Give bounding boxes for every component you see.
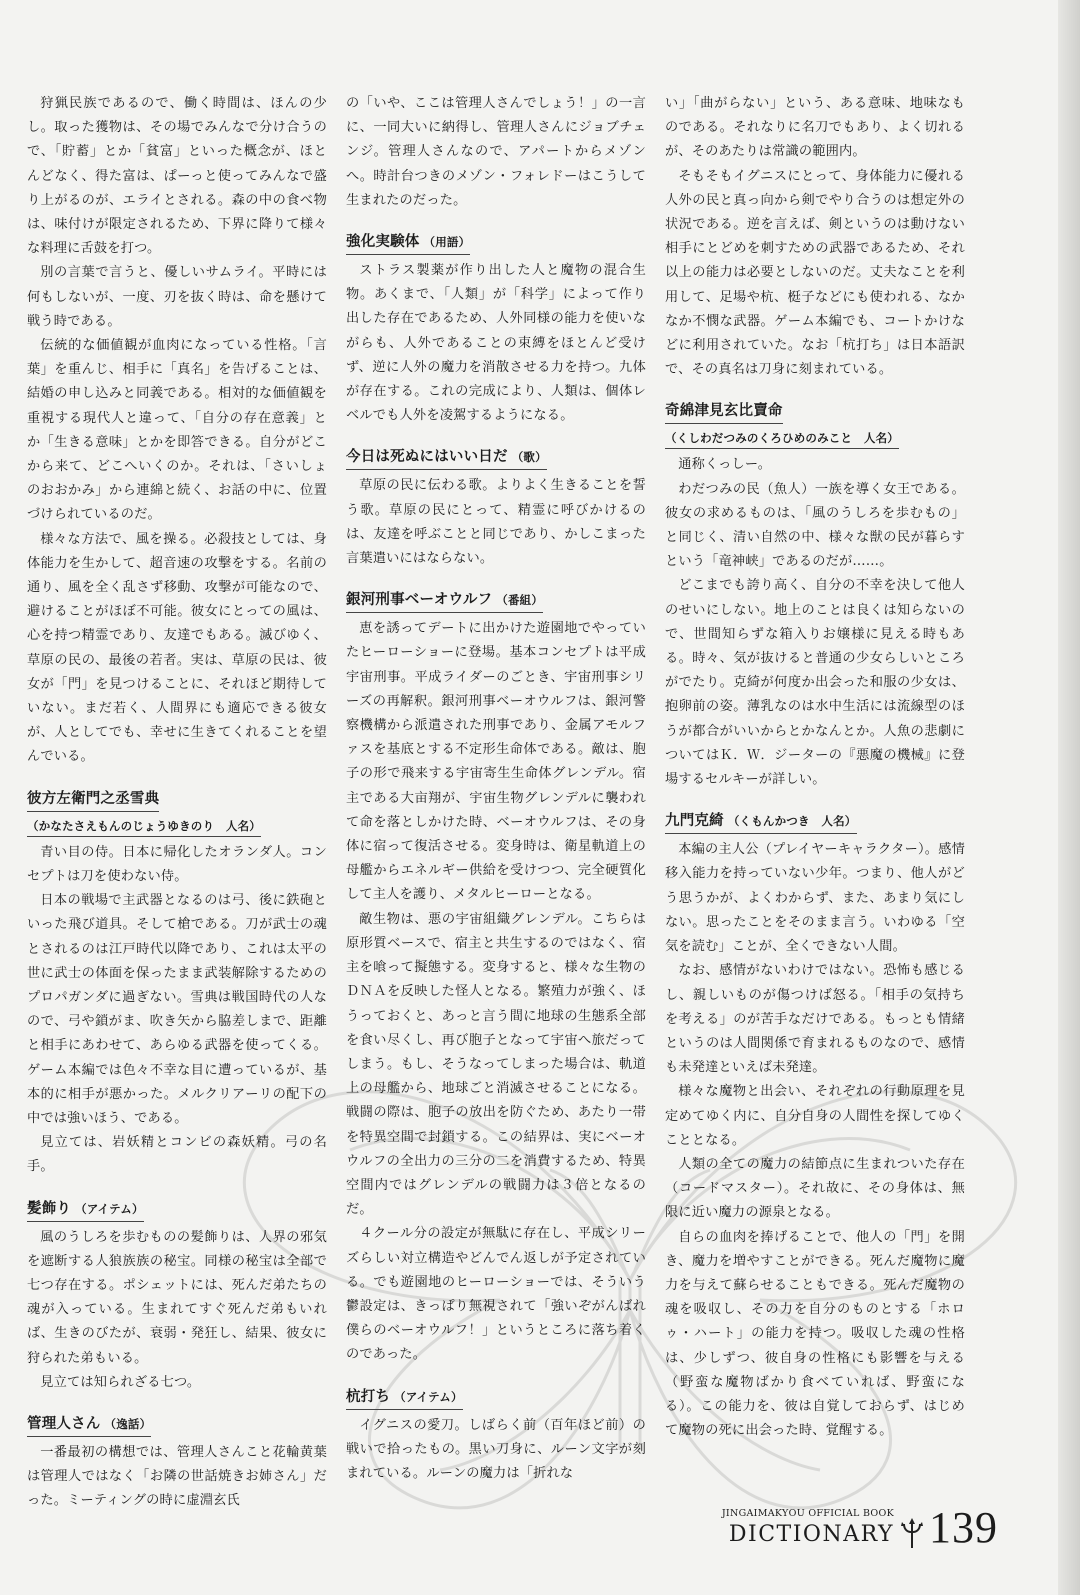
- entry-title: 強化実験体: [346, 233, 420, 251]
- body-paragraph: 敵生物は、悪の宇宙組織グレンデル。こちらは原形質ベースで、宿主と共生するのではなく、宿主を喰って擬態する。変身すると、様々な生物のＤＮＡを反映した怪人となる。繁殖力が強く、ほうっておくと、あっと言う間に地球の生態系全部を食い尽くし、再び胞子となって宇宙へ旅だってしまう。もし、そうなってしまった場合は、軌道上の母艦から、地球ごと消滅させることになる。戦闘の際は、胞子の放出を防ぐため、あたり一帯を特異空間で封鎖する。この結界は、実にベーオウルフの全出力の三分の二を消費するため、特異空間内ではグレンデルの戦闘力は３倍となるのだ。: [346, 911, 646, 1218]
- dictionary-entry: [346, 1386, 646, 1487]
- body-paragraph: 様々な方法で、風を操る。必殺技としては、身体能力を生かして、超音速の攻撃をする。名前の通り、風を全く乱さず移動、攻撃が可能なので、避けることがほぼ不可能。彼女にとっての風は、心を持つ精霊であり、友達でもある。滅びゆく、草原の民の、最後の若者。実は、草原の民は、彼女が「門」を見つけることに、それほど期待していない。まだ若く、人間界にも適応できる彼女が、人としてでも、幸せに生きてくれることを望んでいる。: [27, 531, 327, 765]
- column-1: [27, 92, 327, 1509]
- body-paragraph: 人類の全ての魔力の結節点に生まれついた存在（コードマスター）。それ故に、その身体は、無限に近い魔力の源泉となる。: [665, 1156, 965, 1221]
- dictionary-entry: [27, 1198, 327, 1395]
- entry-reading: （かなたさえもんのじょうゆきのり 人名）: [27, 816, 261, 837]
- dictionary-entry: [346, 446, 646, 571]
- body-paragraph: イグニスの愛刀。しばらく前（百年ほど前）の戦いで拾ったもの。黒い刀身に、ルーン文字が刻まれている。ルーンの魔力は「折れな: [346, 1417, 646, 1481]
- body-paragraph: 本編の主人公（プレイヤーキャラクター）。感情移入能力を持っていない少年。つまり、他人がどう思うかが、よくわからず、また、あまり気にしない。思ったことをそのまま言う。いわゆる「空気を読む」ことが、全くできない人間。: [665, 842, 965, 955]
- dictionary-entry: [346, 231, 646, 428]
- entry-category: （くもんかつき 人名）: [727, 814, 857, 829]
- entry-heading: [665, 400, 783, 424]
- body-paragraph: ストラス製薬が作り出した人と魔物の混合生物。あくまで、「人類」が「科学」によって作り出した存在であるため、人外同様の能力を使いながらも、人外であることの束縛をほとんど受けず、逆に人外の魔力を消散させる力を持つ。九体が存在する。これの完成により、人類は、個体レベルでも人外を凌駕するようになる。: [346, 263, 646, 424]
- entry-title: 銀河刑事ベーオウルフ: [346, 591, 493, 609]
- body-paragraph: なお、感情がないわけではない。恐怖も感じるし、親しいものが傷つけば怒る。「相手の気持ちを考える」のが苦手なだけである。もっとも情緒というのは人間関係で育まれるものなので、感情も未発達といえば未発達。: [665, 963, 965, 1076]
- entry-title: 杭打ち: [346, 1387, 391, 1405]
- entry-title: 管理人さん: [27, 1414, 101, 1432]
- entry-continuation: [27, 92, 327, 770]
- body-paragraph: わだつみの民（魚人）一族を導く女王である。彼女の求めるものは、「風のうしろを歩むもの」と同じく、清い自然の中、様々な獣の民が暮らすという「竜神峡」であるのだが……。: [665, 481, 965, 570]
- entry-title: 奇綿津見玄比賣命: [665, 402, 783, 420]
- entry-heading: [665, 810, 857, 834]
- entry-heading: [346, 589, 543, 613]
- entry-category: （番組）: [496, 593, 544, 608]
- entry-title: 今日は死ぬにはいい日だ: [346, 448, 508, 466]
- entry-heading: [346, 446, 547, 470]
- book-title: JINGAIMAKYOU OFFICIAL BOOK: [721, 1508, 894, 1519]
- column-3: [665, 92, 965, 1492]
- body-paragraph: そもそもイグニスにとって、身体能力に優れる人外の民と真っ向から剣でやり合うのは想定外の状況である。逆を言えば、剣というのは動けない相手にとどめを刺すための武器であるため、それ以上の能力は必要としないのだ。丈夫なことを利用して、足場や杭、梃子などにも使われる、なかなか不憫な武器。ゲーム本編でも、コートかけなどに利用されていた。なお「杭打ち」は日本語訳で、その真名は刀身に刻まれている。: [665, 168, 965, 378]
- dictionary-entry: [346, 589, 646, 1367]
- column-2: [346, 92, 646, 1492]
- body-paragraph: どこまでも誇り高く、自分の不幸を決して他人のせいにしない。地上のことは良くは知らないので、世間知らずな箱入りお嬢様に見える時もある。時々、気が抜けると普通の少女らしいところがでたり。克綺が何度か出会った和服の少女は、抱卵前の姿。薄乳なのは水中生活には流線型のほうが都合がいいからとかなんとか。人魚の悲劇についてはＫ．Ｗ．ジーターの『悪魔の機械』に登場するセルキーが詳しい。: [665, 578, 965, 788]
- entry-heading: [346, 231, 470, 255]
- body-paragraph: い」「曲がらない」という、ある意味、地味なものである。それなりに名刀でもあり、よく切れるが、そのあたりは常識の範囲内。: [665, 96, 965, 160]
- page-edge: [1058, 0, 1080, 1595]
- trident-emblem-icon: [900, 1518, 924, 1548]
- body-paragraph: 日本の戦場で主武器となるのは弓、後に鉄砲といった飛び道具。そして槍である。刀が武士の魂とされるのは江戸時代以降であり、これは太平の世に武士の体面を保ったまま武装解除するためのプロパガンダに過ぎない。雪典は戦国時代の人なので、弓や鎖がま、吹き矢から脇差しまで、距離と相手にあわせて、あらゆる武器を使ってくる。ゲーム本編では色々不幸な目に遭っているが、基本的に相手が悪かった。メルクリアーリの配下の中では強いほう、である。: [27, 893, 327, 1126]
- page-footer: [678, 1503, 998, 1568]
- body-paragraph: 恵を誘ってデートに出かけた遊園地でやっていたヒーローショーに登場。基本コンセプトは平成宇宙刑事。平成ライダーのごとき、宇宙刑事シリーズの再解釈。銀河刑事ベーオウルフは、銀河警察機構から派遣された刑事であり、金属アモルファスを基底とする不定形生命体である。敵は、胞子の形で飛来する宇宙寄生生命体グレンデル。宿主である大亩翔が、宇宙生物グレンデルに襲われて命を落としかけた時、ベーオウルフは、その身体に宿って復活させる。変身時は、衛星軌道上の母艦からエネルギー供給を受けつつ、完全硬質化して主人を護り、メタルヒーローとなる。: [346, 621, 646, 903]
- page-number: 139: [929, 1503, 998, 1552]
- entry-title: 彼方左衛門之丞雪典: [27, 789, 160, 807]
- body-paragraph: の「いや、ここは管理人さんでしょう！」の一言に、一同大いに納得し、管理人さんにジョブチェンジ。管理人さんなので、アパートからメゾンへ。時計台つきのメゾン・フォレドーはこうして生まれたのだった。: [346, 96, 646, 208]
- dictionary-entry: [27, 1413, 327, 1514]
- entry-category: （用語）: [423, 235, 471, 250]
- dictionary-entry: [27, 788, 327, 1180]
- body-paragraph: 見立ては知られざる七つ。: [40, 1374, 201, 1390]
- body-paragraph: 別の言葉で言うと、優しいサムライ。平時には何もしないが、一度、刃を抜く時は、命を懸けて戦う時である。: [27, 265, 327, 329]
- entry-category: （アイテム）: [75, 1201, 144, 1216]
- body-paragraph: ４クール分の設定が無駄に存在し、平成シリーズらしい対立構造やどんでん返しが予定されている。でも遊園地のヒーローショーでは、そういう鬱設定は、きっぱり無視されて「強いぞがんばれ僕らのベーオウルフ！」というところに落ち着くのであった。: [346, 1226, 646, 1363]
- body-paragraph: 様々な魔物と出会い、それぞれの行動原理を見定めてゆく内に、自分自身の人間性を探してゆくこととなる。: [665, 1084, 965, 1148]
- entry-title: 九門克綺: [665, 812, 724, 830]
- dictionary-entry: [665, 400, 965, 792]
- entry-continuation: [346, 92, 646, 213]
- section-label: DICTIONARY: [728, 1522, 894, 1547]
- body-paragraph: 通称くっしー。: [678, 457, 772, 473]
- body-paragraph: 伝統的な価値観が血肉になっている性格。「言葉」を重んじ、相手に「真名」を告げることは、結婚の申し込みと同義である。相対的な価値観を重視する現代人と違って、「自分の存在意義」とか「生きる意味」とかを即答できる。自分がどこから来て、どこへいくのか。それは、「さいしょのおおかみ」から連綿と続く、お話の中に、位置づけられているのだ。: [27, 338, 327, 523]
- entry-title: 髪飾り: [27, 1199, 72, 1217]
- entry-heading: [27, 788, 159, 812]
- body-paragraph: 草原の民に伝わる歌。よりよく生きることを誓う歌。草原の民にとって、精霊に呼びかけるのは、友達を呼ぶことと同じであり、かしこまった言葉遣いにはならない。: [346, 478, 646, 567]
- body-paragraph: 見立ては、岩妖精とコンビの森妖精。弓の名手。: [27, 1135, 327, 1175]
- body-paragraph: 一番最初の構想では、管理人さんこと花輪黄葉は管理人ではなく「お隣の世話焼きお姉さん」だった。ミーティングの時に虚淵玄氏: [27, 1444, 327, 1509]
- entry-heading: [27, 1413, 151, 1437]
- body-paragraph: 狩猟民族であるので、働く時間は、ほんの少し。取った獲物は、その場でみんなで分け合うので、「貯蓄」とか「貧富」といった概念が、ほとんどなく、得た富は、ぱーっと使ってみんなで盛り上がるのが、エライとされる。森の中の食べ物は、味付けが限定されるため、下界に降りて様々な料理に舌鼓を打つ。: [27, 96, 327, 257]
- entry-heading: [27, 1198, 144, 1222]
- entry-reading: （くしわだつみのくろひめのみこと 人名）: [665, 428, 899, 449]
- entry-continuation: [665, 92, 965, 382]
- entry-category: （歌）: [511, 450, 547, 465]
- body-paragraph: 自らの血肉を捧げることで、他人の「門」を開き、魔力を増やすことができる。死んだ魔物に魔力を与えて蘇らせることもできる。死んだ魔物の魂を吸収し、その力を自分のものとする「ホロゥ・ハート」の能力を持つ。吸収した魂の性格は、少しずつ、彼自身の性格にも影響を与える（野蛮な魔物ばかり食べていれば、野蛮になる）。この能力を、彼は自覚しておらず、はじめて魔物の死に出会った時、覚醒する。: [665, 1229, 965, 1439]
- entry-category: （アイテム）: [394, 1389, 463, 1404]
- entry-heading: [346, 1386, 463, 1410]
- entry-category: （逸話）: [104, 1416, 152, 1431]
- body-paragraph: 青い目の侍。日本に帰化したオランダ人。コンセプトは刀を使わない侍。: [27, 844, 327, 884]
- dictionary-entry: [665, 810, 965, 1443]
- body-paragraph: 風のうしろを歩むものの髪飾りは、人界の邪気を遮断する人狼族族の秘宝。同様の秘宝は全部で七つ存在する。ポシェットには、死んだ弟たちの魂が入っている。生まれてすぐ死んだ弟もいれば、生きのびたが、衰弱・発狂し、結果、彼女に狩られた弟もいる。: [27, 1229, 327, 1366]
